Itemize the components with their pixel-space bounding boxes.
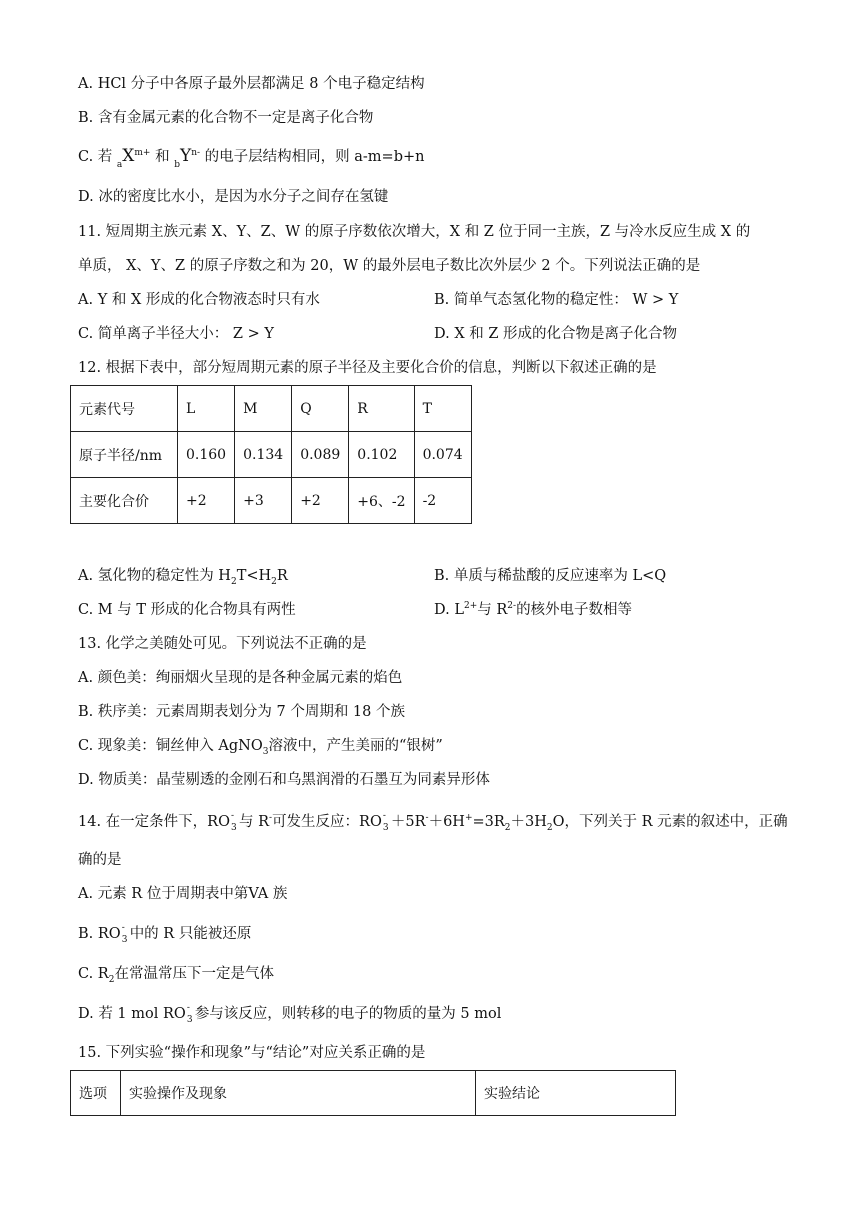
q13-c-text: C. 现象美：铜丝伸入 AgNO [78, 738, 263, 754]
q14-d-text: D. 若 1 mol RO [78, 1006, 186, 1022]
q12-stem: 12. 根据下表中，部分短周期元素的原子半径及主要化合价的信息，判断以下叙述正确的是 [78, 360, 657, 376]
charge: - [382, 811, 386, 821]
q14-option-b [78, 924, 251, 944]
q10-option-c [78, 146, 424, 175]
q13-option-a: A. 颜色美：绚丽烟火呈现的是各种金属元素的焰色 [78, 670, 403, 686]
q14-text: ＋3H [510, 814, 547, 830]
subscript: 3 [186, 1015, 193, 1025]
charge: - [230, 811, 235, 821]
ion-charge-stack [121, 923, 130, 945]
q12-d-text: D. L [434, 602, 464, 618]
superscript: 2+ [463, 601, 478, 612]
table-cell: +6、-2 [349, 478, 414, 524]
q12-option-d [434, 600, 632, 620]
q15-stem: 15. 下列实验“操作和现象”与“结论”对应关系正确的是 [78, 1045, 426, 1061]
subscript: 3 [230, 823, 237, 833]
ion-charge-stack [186, 1003, 195, 1025]
q11-option-d: D. X 和 Z 形成的化合物是离子化合物 [434, 326, 678, 342]
q10-c-Y: Y [179, 146, 192, 166]
q14-b-text: 中的 R 只能被还原 [129, 926, 252, 942]
subscript: 2 [504, 822, 511, 833]
q14-text: =3R [472, 814, 505, 830]
q12-a-text: A. 氢化物的稳定性为 H [78, 568, 231, 584]
q10-c-n-charge: n- [191, 148, 201, 159]
q10-c-prefix: C. 若 [78, 149, 113, 165]
q12-d-text: 的核外电子数相等 [516, 602, 633, 618]
subscript: 2 [108, 974, 115, 985]
ion-charge-stack [382, 811, 391, 833]
table-cell: 0.134 [235, 432, 292, 478]
q14-option-c [78, 964, 274, 984]
table-row [71, 432, 472, 478]
q12-d-text: 与 R [477, 602, 508, 618]
q10-option-d: D. 冰的密度比水小，是因为水分子之间存在氢键 [78, 189, 389, 205]
table-header-row [71, 1071, 676, 1116]
q14-c-text: C. R [78, 966, 109, 982]
q11-stem-line1: 11. 短周期主族元素 X、Y、Z、W 的原子序数依次增大，X 和 Z 位于同一主族，Z 与冷水反应生成 X 的 [78, 224, 751, 240]
table-cell: 0.102 [349, 432, 414, 478]
q10-c-m-charge: m+ [134, 148, 151, 159]
q14-stem-line1 [78, 812, 788, 832]
table-row [71, 386, 472, 432]
table-cell: R [349, 386, 414, 432]
q15-experiment-table [70, 1070, 676, 1116]
q10-c-b-index: b [174, 160, 180, 170]
q12-option-c: C. M 与 T 形成的化合物具有两性 [78, 602, 296, 618]
table-row [71, 478, 472, 524]
subscript: 2 [230, 576, 237, 587]
subscript: 2 [546, 822, 553, 833]
q14-option-d [78, 1004, 501, 1024]
subscript: 3 [121, 935, 128, 945]
charge: + [464, 813, 473, 824]
q11-option-a: A. Y 和 X 形成的化合物液态时只有水 [78, 292, 320, 308]
table-header-cell: 实验操作及现象 [121, 1071, 476, 1116]
table-header-cell: 选项 [71, 1071, 121, 1116]
q10-c-and: 和 [155, 149, 170, 165]
q13-option-d: D. 物质美：晶莹剔透的金刚石和乌黑润滑的石墨互为同素异形体 [78, 772, 490, 788]
q14-text: ＋6H [428, 814, 465, 830]
table-cell: L [178, 386, 235, 432]
table-cell: 原子半径/nm [71, 432, 178, 478]
q11-option-c: C. 简单离子半径大小： Z > Y [78, 326, 274, 342]
q13-option-c [78, 736, 443, 756]
q14-c-text: 在常温常压下一定是气体 [114, 966, 274, 982]
q12-option-a [78, 566, 288, 586]
q13-option-b: B. 秩序美：元素周期表划分为 7 个周期和 18 个族 [78, 704, 405, 720]
q10-c-suffix: 的电子层结构相同，则 a-m=b+n [204, 149, 425, 165]
q14-d-text: 参与该反应，则转移的电子的物质的量为 5 mol [194, 1006, 502, 1022]
subscript: 3 [262, 746, 269, 757]
table-cell: 0.074 [414, 432, 471, 478]
q12-element-table [70, 385, 472, 524]
charge: - [121, 923, 125, 933]
q10-option-b: B. 含有金属元素的化合物不一定是离子化合物 [78, 110, 374, 126]
table-header-cell: 实验结论 [476, 1071, 676, 1116]
table-cell: 0.160 [178, 432, 235, 478]
table-cell: 主要化合价 [71, 478, 178, 524]
q14-text: O，下列关于 R 元素的叙述中，正确 [552, 814, 788, 830]
table-cell: Q [292, 386, 349, 432]
charge: - [269, 813, 273, 824]
table-cell: 0.089 [292, 432, 349, 478]
superscript: 2- [507, 601, 517, 612]
q13-stem: 13. 化学之美随处可见。下列说法不正确的是 [78, 636, 367, 652]
charge: - [186, 1003, 190, 1013]
q14-b-text: B. RO [78, 926, 121, 942]
table-cell: +3 [235, 478, 292, 524]
q10-c-a-index: a [116, 160, 123, 170]
q12-a-text: T<H [236, 568, 272, 584]
table-cell: M [235, 386, 292, 432]
q13-c-text: 溶液中，产生美丽的“银树” [268, 738, 443, 754]
q14-text: ＋5R [390, 814, 426, 830]
q10-option-a: A. HCl 分子中各原子最外层都满足 8 个电子稳定结构 [78, 76, 425, 92]
table-cell: +2 [178, 478, 235, 524]
table-cell: +2 [292, 478, 349, 524]
q14-text: 可发生反应：RO [272, 814, 382, 830]
q14-text: 14. 在一定条件下，RO [78, 814, 230, 830]
table-cell: 元素代号 [71, 386, 178, 432]
q14-text: 与 R [238, 814, 270, 830]
q14-option-a: A. 元素 R 位于周期表中第VA 族 [78, 886, 288, 902]
q12-option-b: B. 单质与稀盐酸的反应速率为 L<Q [434, 568, 667, 584]
q11-stem-line2: 单质， X、Y、Z 的原子序数之和为 20，W 的最外层电子数比次外层少 2 个。下列说法正确的是 [78, 258, 701, 274]
subscript: 2 [271, 576, 277, 587]
charge: - [425, 813, 429, 824]
q10-c-X: X [122, 146, 135, 166]
q12-a-text: R [276, 568, 288, 584]
table-cell: T [414, 386, 471, 432]
subscript: 3 [382, 823, 389, 833]
table-cell: -2 [414, 478, 471, 524]
q14-stem-line2: 确的是 [78, 852, 122, 868]
ion-charge-stack [230, 811, 239, 833]
q11-option-b: B. 简单气态氢化物的稳定性： W > Y [434, 292, 679, 308]
